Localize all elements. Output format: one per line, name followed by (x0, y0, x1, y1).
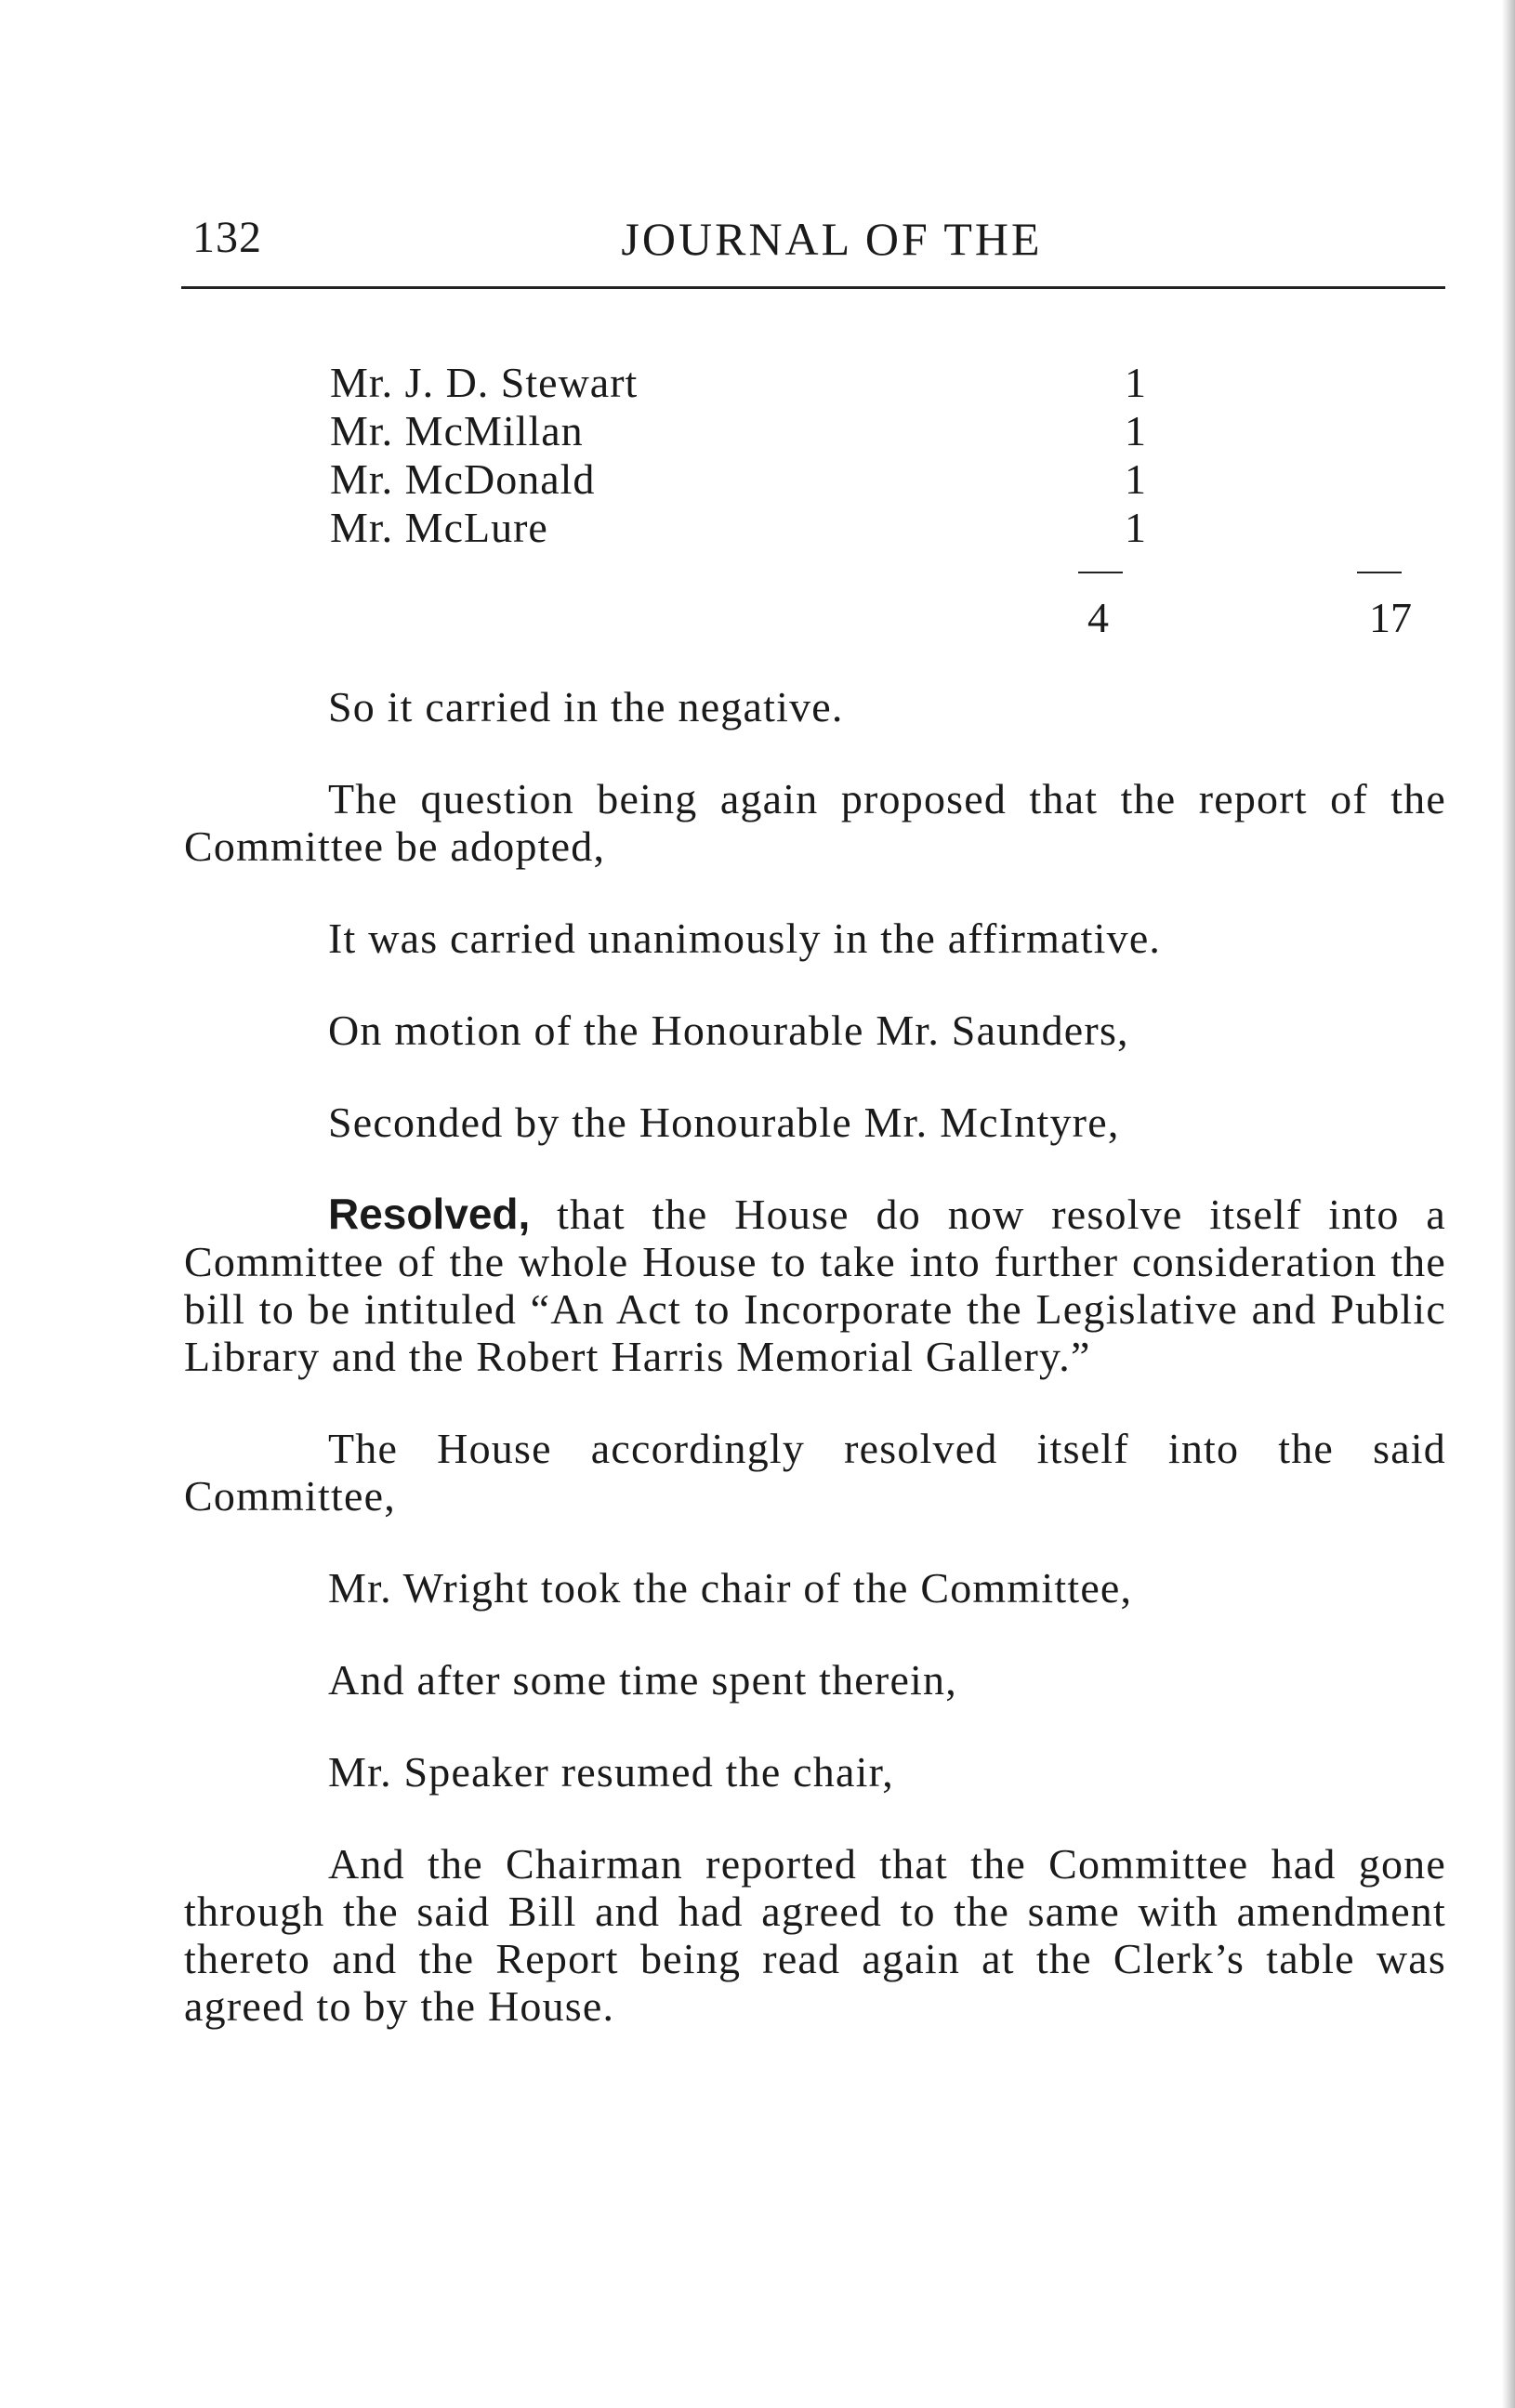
total-left: 4 (1087, 594, 1109, 641)
page-header (181, 212, 1445, 277)
vote-count: 1 (1125, 504, 1147, 551)
member-name: Mr. J. D. Stewart (330, 359, 639, 406)
member-name: Mr. McMillan (330, 407, 584, 454)
paragraph: The question being again proposed that the report of the Committee be adopted, (184, 775, 1446, 870)
resolution-text: that the House do now resolve itself into a Committee of the whole House to take into further consideration the bill to be intituled “An Act to Incorporate the Legislative and Public Library and the Robert Harris Memorial Gallery.” (184, 1191, 1446, 1380)
resolution-paragraph (184, 1191, 1446, 1380)
sum-rule (1357, 572, 1402, 573)
paragraph: On motion of the Honourable Mr. Saunders, (328, 1007, 1129, 1054)
total-right: 17 (1369, 594, 1412, 641)
page-number: 132 (192, 213, 262, 262)
vote-count: 1 (1125, 407, 1147, 454)
tally-row (330, 503, 1445, 551)
paragraph: It was carried unanimously in the affirmative. (328, 915, 1162, 962)
journal-body (184, 683, 1446, 2074)
sum-rule (1078, 572, 1123, 573)
tally-row (330, 358, 1445, 406)
resolved-label: Resolved, (328, 1190, 531, 1238)
running-head: JOURNAL OF THE (621, 213, 1043, 265)
tally-row (330, 454, 1445, 503)
paragraph: Mr. Speaker resumed the chair, (328, 1748, 894, 1796)
paragraph: And the Chairman reported that the Committee had gone through the said Bill and had agreed to the same with amendment thereto and the Report being read again at the Clerk’s table was agreed to by the House. (184, 1840, 1446, 2030)
paragraph: So it carried in the negative. (328, 683, 844, 730)
paragraph: Mr. Wright took the chair of the Committee, (328, 1564, 1133, 1612)
vote-count: 1 (1125, 359, 1147, 406)
paragraph: Seconded by the Honourable Mr. McIntyre, (328, 1099, 1120, 1146)
member-name: Mr. McLure (330, 504, 548, 551)
member-name: Mr. McDonald (330, 455, 596, 503)
tally-row (330, 406, 1445, 454)
tally-totals (330, 558, 1445, 641)
paragraph: The House accordingly resolved itself into the said Committee, (184, 1425, 1446, 1520)
vote-count: 1 (1125, 455, 1147, 503)
header-rule (181, 286, 1445, 289)
vote-tally (330, 358, 1445, 551)
paragraph: And after some time spent therein, (328, 1656, 957, 1704)
page-edge-shadow (1502, 0, 1515, 2408)
